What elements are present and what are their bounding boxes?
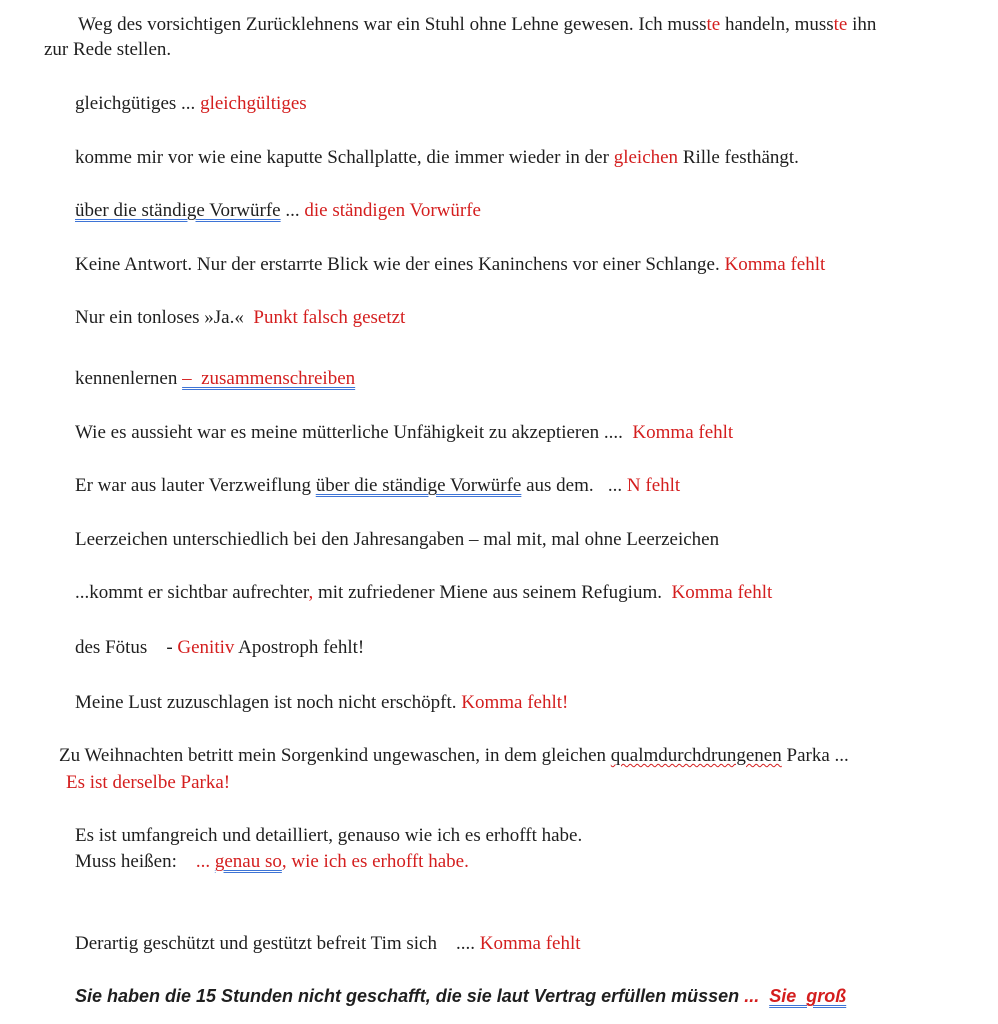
text-run: des Fötus - (75, 637, 178, 658)
text-run: , wie ich es erhofft habe. (281, 851, 469, 872)
text-run: , (308, 582, 314, 603)
text-run: Komma fehlt (632, 422, 734, 443)
line-refugium (75, 580, 772, 606)
text-run: Es ist umfangreich und detailliert, genauso wie ich es erhofft habe. (75, 825, 583, 846)
line-tonloses-ja (75, 305, 405, 331)
text-run: Es ist derselbe Parka! (66, 772, 231, 793)
text-run: gleichgültiges (200, 93, 307, 114)
line-verzweiflung (75, 473, 680, 499)
text-run: zur Rede stellen. (44, 39, 172, 60)
text-run: Leerzeichen unterschiedlich bei den Jahresangaben – mal mit, mal ohne Leerzeichen (75, 529, 720, 550)
text-run: te (833, 14, 848, 35)
text-run: Zu Weihnachten betritt mein Sorgenkind ungewaschen, in dem gleichen (59, 745, 611, 766)
text-run: mit zufriedener Miene aus seinem Refugium. (313, 582, 672, 603)
text-run: ... (280, 200, 305, 221)
text-run: Er war aus lauter Verzweiflung (75, 475, 316, 496)
text-run: Wie es aussieht war es meine mütterliche Unfähigkeit zu akzeptieren .... (75, 422, 633, 443)
line-derartig (75, 931, 581, 957)
line-keine-antwort (75, 252, 825, 278)
line-weihnachten (59, 743, 849, 769)
text-run: aus dem. ... (521, 475, 627, 496)
text-run: Komma fehlt (479, 933, 581, 954)
text-run: – zusammenschreiben (182, 368, 356, 389)
text-run: ... (195, 851, 215, 872)
line-wie-es-aussieht (75, 420, 733, 446)
line-weg-des-vorsichtigen (78, 12, 876, 38)
text-run: Apostroph fehlt! (234, 637, 365, 658)
text-run: Sie haben die 15 Stunden nicht geschafft, die sie laut Vertrag erfüllen müssen (75, 986, 745, 1006)
text-run: Keine Antwort. Nur der erstarrte Blick wie der eines Kaninchens vor einer Schlange. (75, 254, 725, 275)
line-umfangreich (75, 823, 582, 849)
text-run: genau so (214, 851, 282, 872)
line-muss-heissen (75, 849, 469, 875)
text-run: Punkt falsch gesetzt (253, 307, 406, 328)
line-staendige-vorwuerfe (75, 198, 481, 224)
text-run: Komma fehlt (671, 582, 773, 603)
text-run: Sie groß (769, 986, 847, 1006)
text-run: Rille festhängt. (678, 147, 799, 168)
text-run: komme mir vor wie eine kaputte Schallplatte, die immer wieder in der (75, 147, 614, 168)
text-run: ihn (847, 14, 877, 35)
text-run: über die ständige Vorwürfe (315, 475, 522, 496)
text-run: qualmdurchdrungenen (610, 745, 782, 766)
line-foetus (75, 635, 364, 661)
text-run: Genitiv (177, 637, 235, 658)
text-run: Komma fehlt (724, 254, 826, 275)
text-run: Muss heißen: (75, 851, 196, 872)
text-run: ... (744, 986, 770, 1006)
text-run: Meine Lust zuzuschlagen ist noch nicht erschöpft. (75, 692, 462, 713)
text-run: gleichgütiges ... (75, 93, 201, 114)
text-run: Weg des vorsichtigen Zurücklehnens war ein Stuhl ohne Lehne gewesen. Ich muss (78, 14, 707, 35)
text-run: Nur ein tonloses »Ja.« (75, 307, 254, 328)
line-meine-lust (75, 690, 568, 716)
text-run: N fehlt (626, 475, 681, 496)
text-run: Parka ... (781, 745, 849, 766)
text-run: gleichen (613, 147, 679, 168)
line-schallplatte (75, 145, 799, 171)
line-zur-rede-stellen (44, 37, 171, 63)
text-run: die ständigen Vorwürfe (304, 200, 481, 221)
text-run: Derartig geschützt und gestützt befreit Tim sich .... (75, 933, 480, 954)
line-derselbe-parka (66, 770, 230, 796)
line-15-stunden (75, 983, 846, 1009)
text-run: handeln, muss (720, 14, 834, 35)
line-kennenlernen (75, 366, 355, 392)
text-run: te (706, 14, 721, 35)
text-run: ...kommt er sichtbar aufrechter (75, 582, 309, 603)
text-run: Komma fehlt! (461, 692, 569, 713)
text-run: über die ständige Vorwürfe (75, 200, 281, 221)
line-gleichgueltiges (75, 91, 307, 117)
line-leerzeichen (75, 527, 719, 553)
text-run: kennenlernen (75, 368, 183, 389)
